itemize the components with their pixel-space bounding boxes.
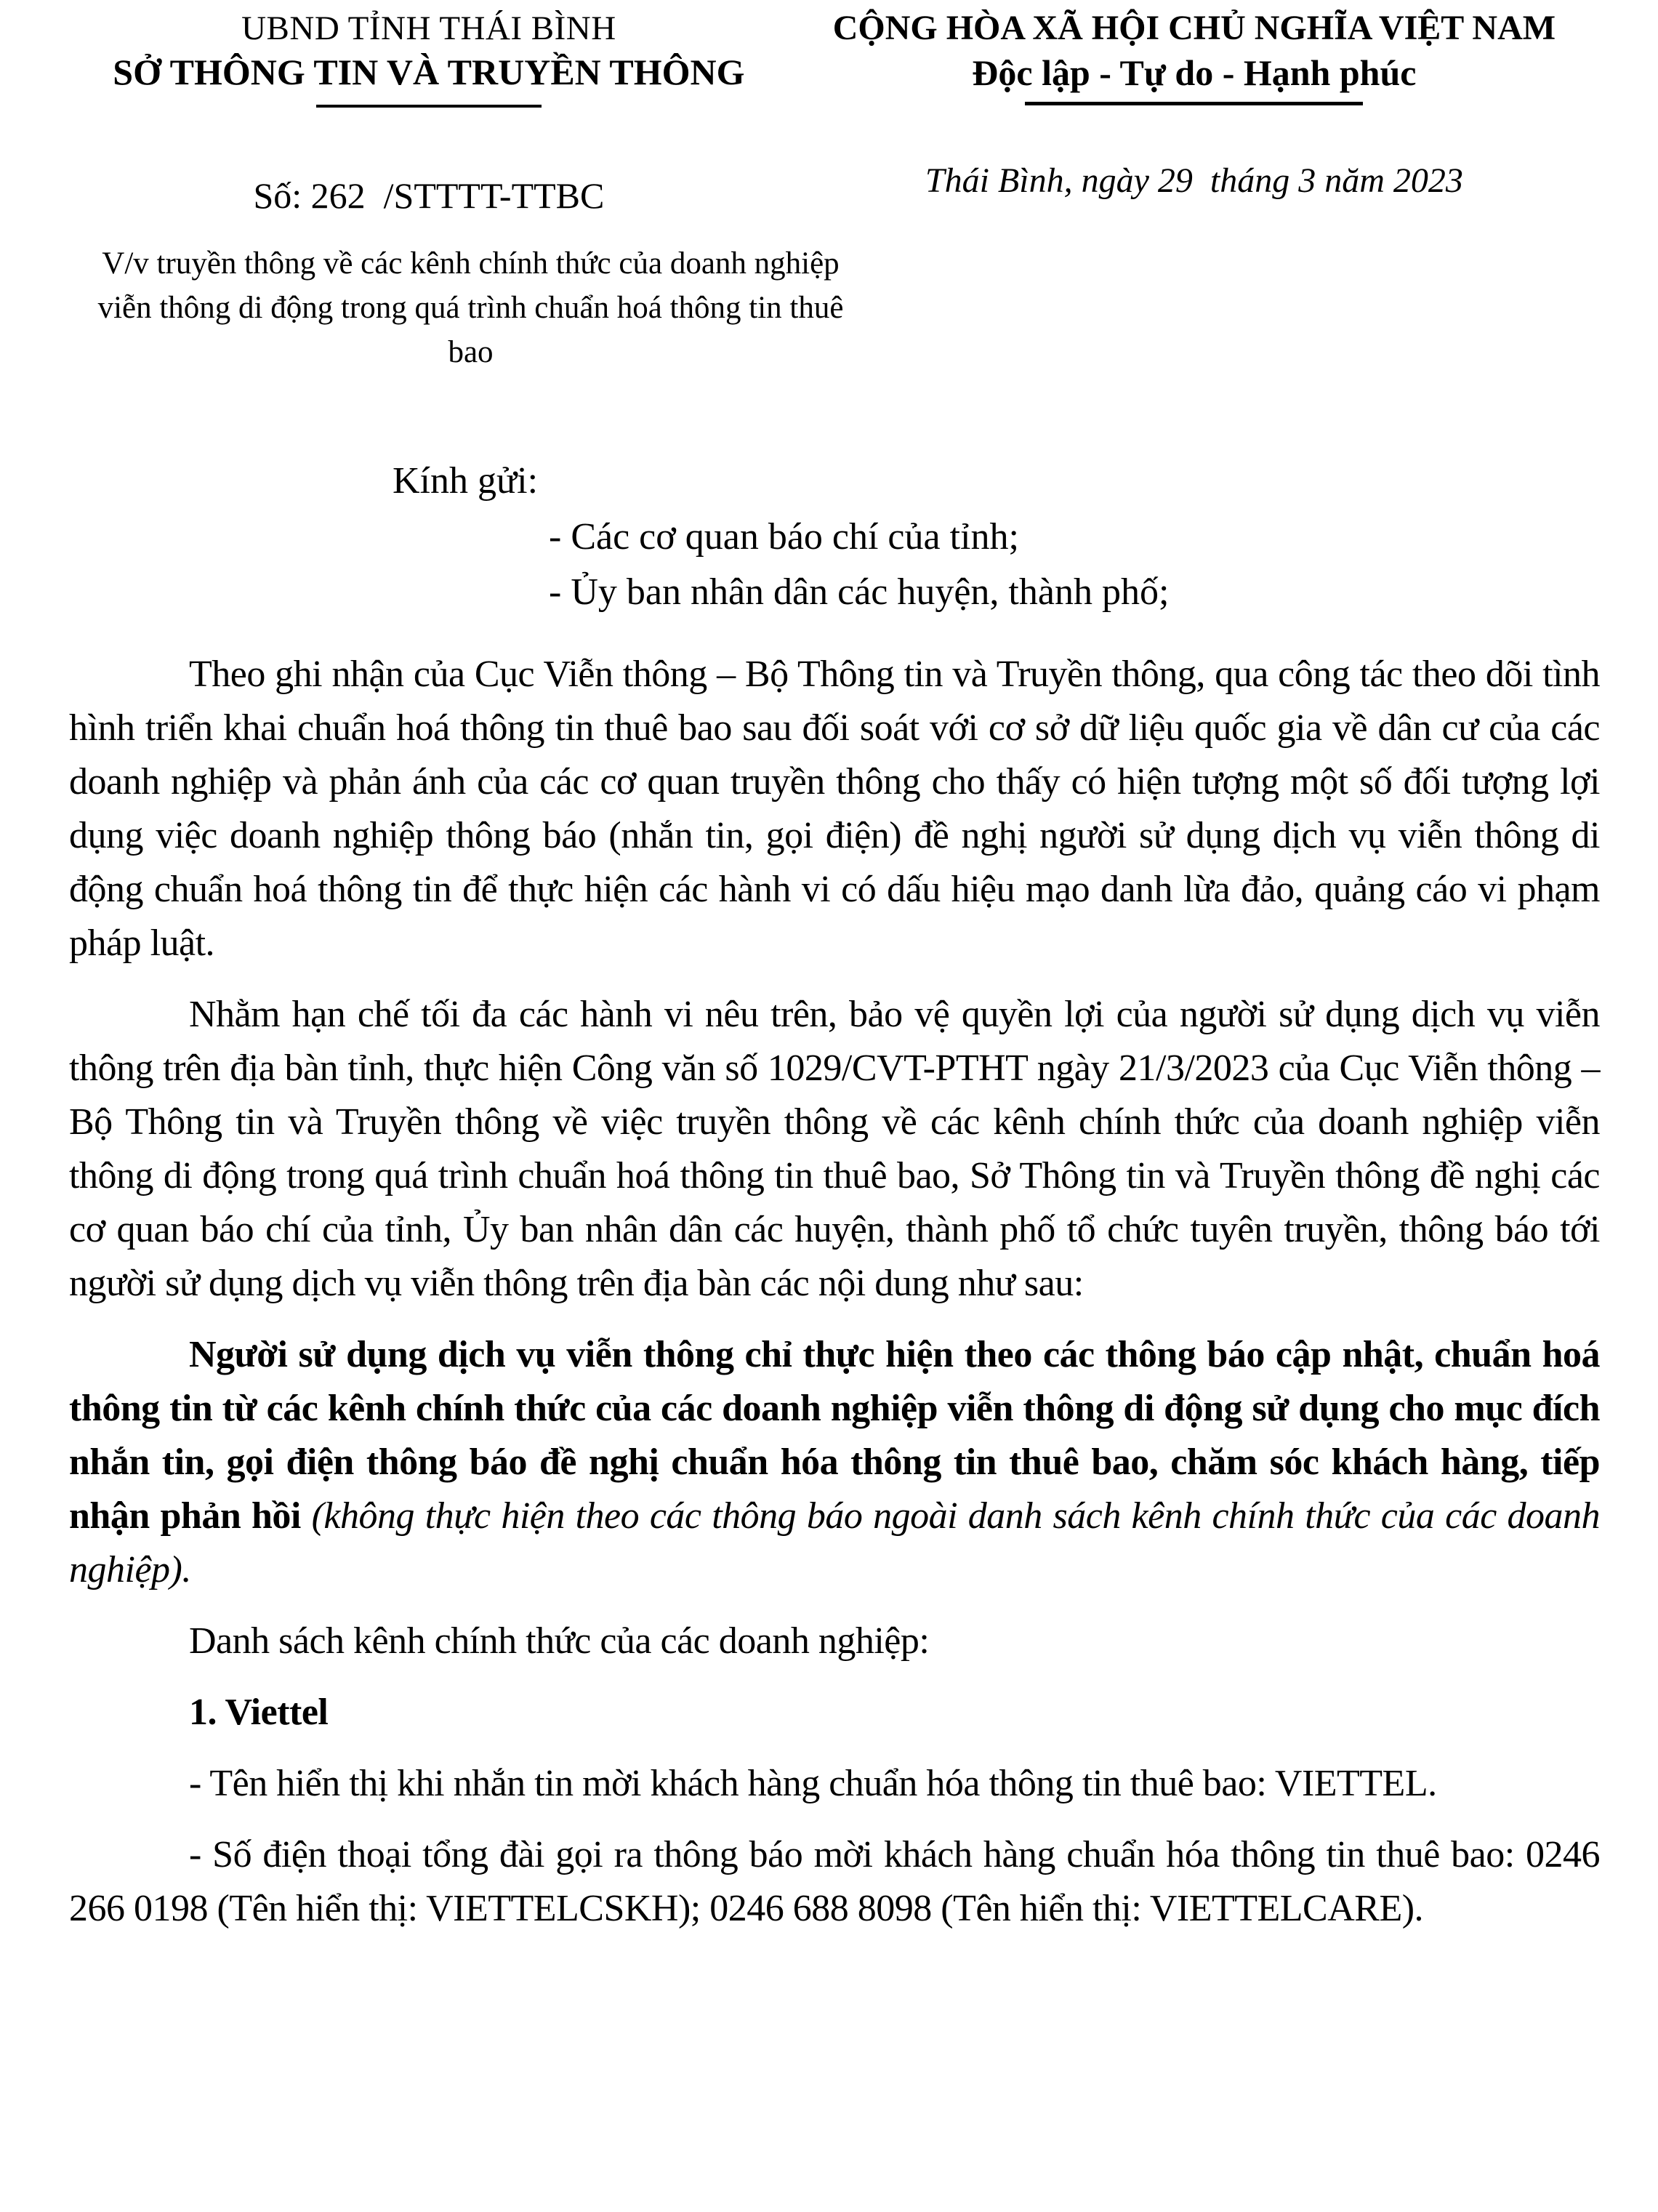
recipient-list bbox=[69, 510, 1600, 620]
viettel-hotline-item: - Số điện thoại tổng đài gọi ra thông báo mời khách hàng chuẩn hóa thông tin thuê bao: 0246 266 0198 (Tên hiển thị: VIETTELCSKH); 0246 688 8098 (Tên hiển thị: VIETTELCARE). bbox=[69, 1834, 1600, 1929]
parent-agency-name: UBND TỈNH THÁI BÌNH bbox=[241, 9, 616, 47]
issuing-agency-name: SỞ THÔNG TIN VÀ TRUYỀN THÔNG bbox=[113, 52, 745, 92]
paragraph-context: Theo ghi nhận của Cục Viễn thông – Bộ Thông tin và Truyền thông, qua công tác theo dõi tình hình triển khai chuẩn hoá thông tin thuê bao sau đối soát với cơ sở dữ liệu quốc gia về dân cư của các doanh nghiệp và phản ánh của các cơ quan truyền thông cho thấy có hiện tượng một số đối tượng lợi dụng việc doanh nghiệp thông báo (nhắn tin, gọi điện) đề nghị người sử dụng dịch vụ viễn thông di động chuẩn hoá thông tin để thực hiện các hành vi có dấu hiệu mạo danh lừa đảo, quảng cáo vi phạm pháp luật. bbox=[69, 653, 1600, 964]
section-title-viettel: 1. Viettel bbox=[189, 1692, 329, 1733]
recipient-item: - Các cơ quan báo chí của tỉnh; bbox=[549, 516, 1019, 558]
salutation-label: Kính gửi: bbox=[393, 460, 539, 502]
document-number: Số: 262 /STTTT-TTBC bbox=[253, 175, 605, 216]
place-and-date: Thái Bình, ngày 29 tháng 3 năm 2023 bbox=[925, 161, 1463, 200]
viettel-display-name-item: - Tên hiển thị khi nhắn tin mời khách hàng chuẩn hóa thông tin thuê bao: VIETTEL. bbox=[189, 1763, 1437, 1804]
emphasis-bold-text: Người sử dụng dịch vụ viễn thông chỉ thực hiện theo các thông báo cập nhật, chuẩn hoá thông tin từ các kênh chính thức của các doanh nghiệp viễn thông di động sử dụng cho mục đích nhắn tin, gọi điện thông báo đề nghị chuẩn hóa thông tin thuê bao, chăm sóc khách hàng, tiếp nhận phản hồi bbox=[69, 1334, 1600, 1537]
document-header bbox=[69, 7, 1600, 217]
national-motto-block bbox=[789, 7, 1600, 201]
agency-underline bbox=[316, 105, 542, 108]
emphasis-italic-note: (không thực hiện theo các thông báo ngoài danh sách kênh chính thức của các doanh nghiệp). bbox=[69, 1495, 1601, 1590]
issuing-agency-block bbox=[69, 7, 789, 217]
document-subject: V/v truyền thông về các kênh chính thức của doanh nghiệp viễn thông di động trong quá trình chuẩn hoá thông tin thuê bao bbox=[97, 246, 844, 369]
paragraph-list-intro: Danh sách kênh chính thức của các doanh nghiệp: bbox=[189, 1620, 930, 1662]
paragraph-directive: Nhằm hạn chế tối đa các hành vi nêu trên, bảo vệ quyền lợi của người sử dụng dịch vụ viễn thông trên địa bàn tỉnh, thực hiện Công văn số 1029/CVT-PTHT ngày 21/3/2023 của Cục Viễn thông – Bộ Thông tin và Truyền thông về việc truyền thông về các kênh chính thức của doanh nghiệp viễn thông di động trong quá trình chuẩn hoá thông tin thuê bao, Sở Thông tin và Truyền thông đề nghị các cơ quan báo chí của tỉnh, Ủy ban nhân dân các huyện, thành phố tổ chức tuyên truyền, thông báo tới người sử dụng dịch vụ viễn thông trên địa bàn các nội dung như sau: bbox=[69, 994, 1600, 1304]
recipient-item: - Ủy ban nhân dân các huyện, thành phố; bbox=[549, 571, 1170, 613]
national-title: CỘNG HÒA XÃ HỘI CHỦ NGHĨA VIỆT NAM bbox=[832, 9, 1556, 47]
national-motto: Độc lập - Tự do - Hạnh phúc bbox=[972, 52, 1417, 93]
paragraph-emphasis bbox=[69, 1328, 1600, 1597]
document-body bbox=[69, 648, 1600, 1936]
motto-underline bbox=[1025, 102, 1363, 105]
